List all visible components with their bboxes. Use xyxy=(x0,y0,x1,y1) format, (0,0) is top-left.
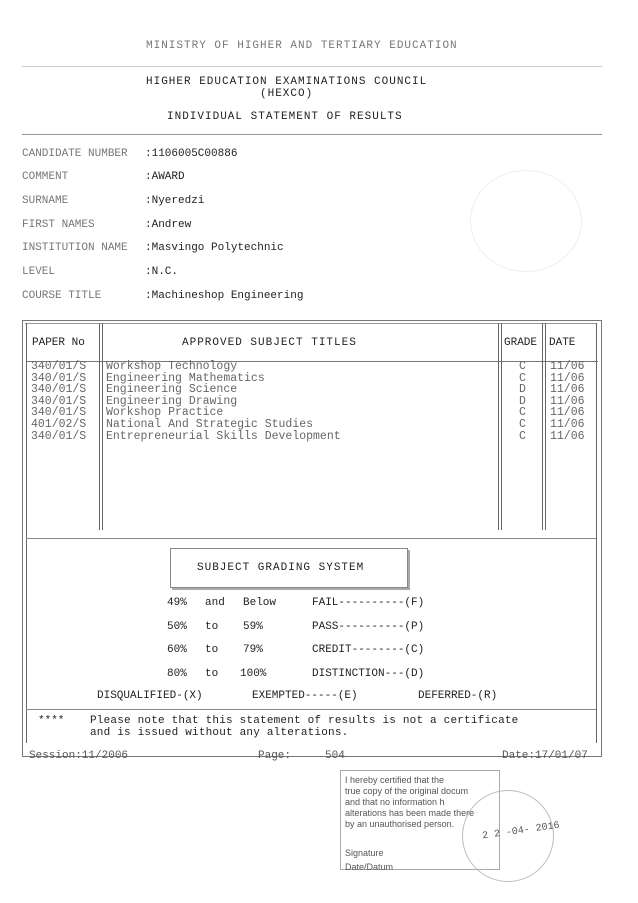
title-column xyxy=(106,361,341,442)
grade-range-sep: to xyxy=(205,621,219,633)
note-line-1: Please note that this statement of results is not a certificate xyxy=(90,715,519,727)
candidate-number-value: :1106005C00886 xyxy=(145,148,238,160)
deferred-label: DEFERRED-(R) xyxy=(418,690,498,702)
stamp-date: 2 2 -04- 2016 xyxy=(481,820,561,843)
grade-range-sep: to xyxy=(205,644,219,656)
course-title-value: :Machineshop Engineering xyxy=(145,290,304,302)
paper-cell: 401/02/S xyxy=(31,417,87,431)
date-cell: 11/06 xyxy=(550,429,585,443)
grade-cell: D xyxy=(519,394,526,408)
paper-cell: 340/01/S xyxy=(31,429,87,443)
title-cell: Engineering Drawing xyxy=(106,394,238,408)
grade-cell: C xyxy=(519,406,526,420)
grade-cell: D xyxy=(519,383,526,397)
grade-range-from: 50% xyxy=(167,621,187,633)
first-names-value: :Andrew xyxy=(145,219,192,231)
stamp-date-label: Date/Datum xyxy=(345,862,394,872)
exempted-label: EXEMPTED-----(E) xyxy=(252,690,358,702)
grade-cell: C xyxy=(519,371,526,385)
date-cell: 11/06 xyxy=(550,383,585,397)
grade-cell: C xyxy=(519,360,526,373)
grade-cell: C xyxy=(519,417,526,431)
paper-column xyxy=(31,361,86,442)
paper-cell: 340/01/S xyxy=(31,360,87,373)
date-cell: 11/06 xyxy=(550,417,585,431)
table-bottom-rule xyxy=(26,538,596,539)
faint-stamp xyxy=(470,170,582,272)
col-sep xyxy=(596,323,597,743)
council-title: HIGHER EDUCATION EXAMINATIONS COUNCIL xyxy=(146,76,428,88)
council-abbr: (HEXCO) xyxy=(260,88,314,100)
date-cell: 11/06 xyxy=(550,394,585,408)
col-sep xyxy=(542,323,543,530)
ministry-title: MINISTRY OF HIGHER AND TERTIARY EDUCATION xyxy=(146,40,458,52)
divider xyxy=(22,66,602,67)
stamp-line: I hereby certified that the xyxy=(345,775,445,785)
stamp-signature-label: Signature xyxy=(345,848,384,858)
col-sep xyxy=(99,323,100,530)
comment-label: COMMENT xyxy=(22,171,69,183)
comment-value: :AWARD xyxy=(145,171,185,183)
date-cell: 11/06 xyxy=(550,371,585,385)
note-top-rule xyxy=(26,709,596,710)
date-text: Date:17/01/07 xyxy=(502,750,588,762)
grading-title: SUBJECT GRADING SYSTEM xyxy=(197,562,365,574)
title-cell: Workshop Technology xyxy=(106,360,238,373)
title-cell: Engineering Mathematics xyxy=(106,371,265,385)
title-cell: Entrepreneurial Skills Development xyxy=(106,429,341,443)
title-cell: Engineering Science xyxy=(106,383,238,397)
grade-label: PASS----------(P) xyxy=(312,621,425,633)
grade-label: FAIL----------(F) xyxy=(312,597,425,609)
divider xyxy=(22,134,602,135)
date-column xyxy=(550,361,585,442)
institution-value: :Masvingo Polytechnic xyxy=(145,242,284,254)
grade-range-to: 79% xyxy=(243,644,263,656)
grade-range-from: 49% xyxy=(167,597,187,609)
stamp-line: and that no information h xyxy=(345,797,445,807)
title-cell: Workshop Practice xyxy=(106,406,224,420)
grade-range-to: Below xyxy=(243,597,277,609)
grade-range-from: 60% xyxy=(167,644,187,656)
col-sep xyxy=(545,323,546,530)
candidate-number-label: CANDIDATE NUMBER xyxy=(22,148,128,160)
grade-range-to: 59% xyxy=(243,621,263,633)
grade-range-sep: and xyxy=(205,597,225,609)
col-sep xyxy=(501,323,502,530)
grade-column xyxy=(519,361,526,442)
stamp-line: true copy of the original docum xyxy=(345,786,469,796)
paper-cell: 340/01/S xyxy=(31,371,87,385)
institution-label: INSTITUTION NAME xyxy=(22,242,128,254)
box-inner-top xyxy=(25,323,597,324)
paper-no-header: PAPER No xyxy=(32,337,85,349)
note-stars: **** xyxy=(38,715,65,727)
surname-value: :Nyeredzi xyxy=(145,195,205,207)
grade-range-sep: to xyxy=(205,668,219,680)
subject-titles-header: APPROVED SUBJECT TITLES xyxy=(182,337,357,349)
level-value: :N.C. xyxy=(145,266,179,278)
grade-header: GRADE xyxy=(504,337,538,349)
surname-label: SURNAME xyxy=(22,195,69,207)
col-sep xyxy=(498,323,499,530)
grade-range-to: 100% xyxy=(240,668,267,680)
stamp-line: alterations has been made there xyxy=(345,808,475,818)
date-cell: 11/06 xyxy=(550,406,585,420)
date-cell: 11/06 xyxy=(550,360,585,373)
grade-cell: C xyxy=(519,429,526,443)
level-label: LEVEL xyxy=(22,266,56,278)
session-text: Session:11/2006 xyxy=(29,750,129,762)
date-header: DATE xyxy=(549,337,576,349)
grade-label: CREDIT--------(C) xyxy=(312,644,425,656)
col-sep xyxy=(26,323,27,743)
title-cell: National And Strategic Studies xyxy=(106,417,314,431)
paper-cell: 340/01/S xyxy=(31,406,87,420)
col-sep xyxy=(102,323,103,530)
statement-title: INDIVIDUAL STATEMENT OF RESULTS xyxy=(167,111,403,123)
paper-cell: 340/01/S xyxy=(31,383,87,397)
paper-cell: 340/01/S xyxy=(31,394,87,408)
first-names-label: FIRST NAMES xyxy=(22,219,95,231)
note-line-2: and is issued without any alterations. xyxy=(90,727,349,739)
stamp-line: by an unauthorised person. xyxy=(345,819,455,829)
page-value: 504 xyxy=(325,750,345,762)
page-label: Page: xyxy=(258,750,292,762)
grade-label: DISTINCTION---(D) xyxy=(312,668,425,680)
disqualified-label: DISQUALIFIED-(X) xyxy=(97,690,203,702)
course-title-label: COURSE TITLE xyxy=(22,290,102,302)
grade-range-from: 80% xyxy=(167,668,187,680)
